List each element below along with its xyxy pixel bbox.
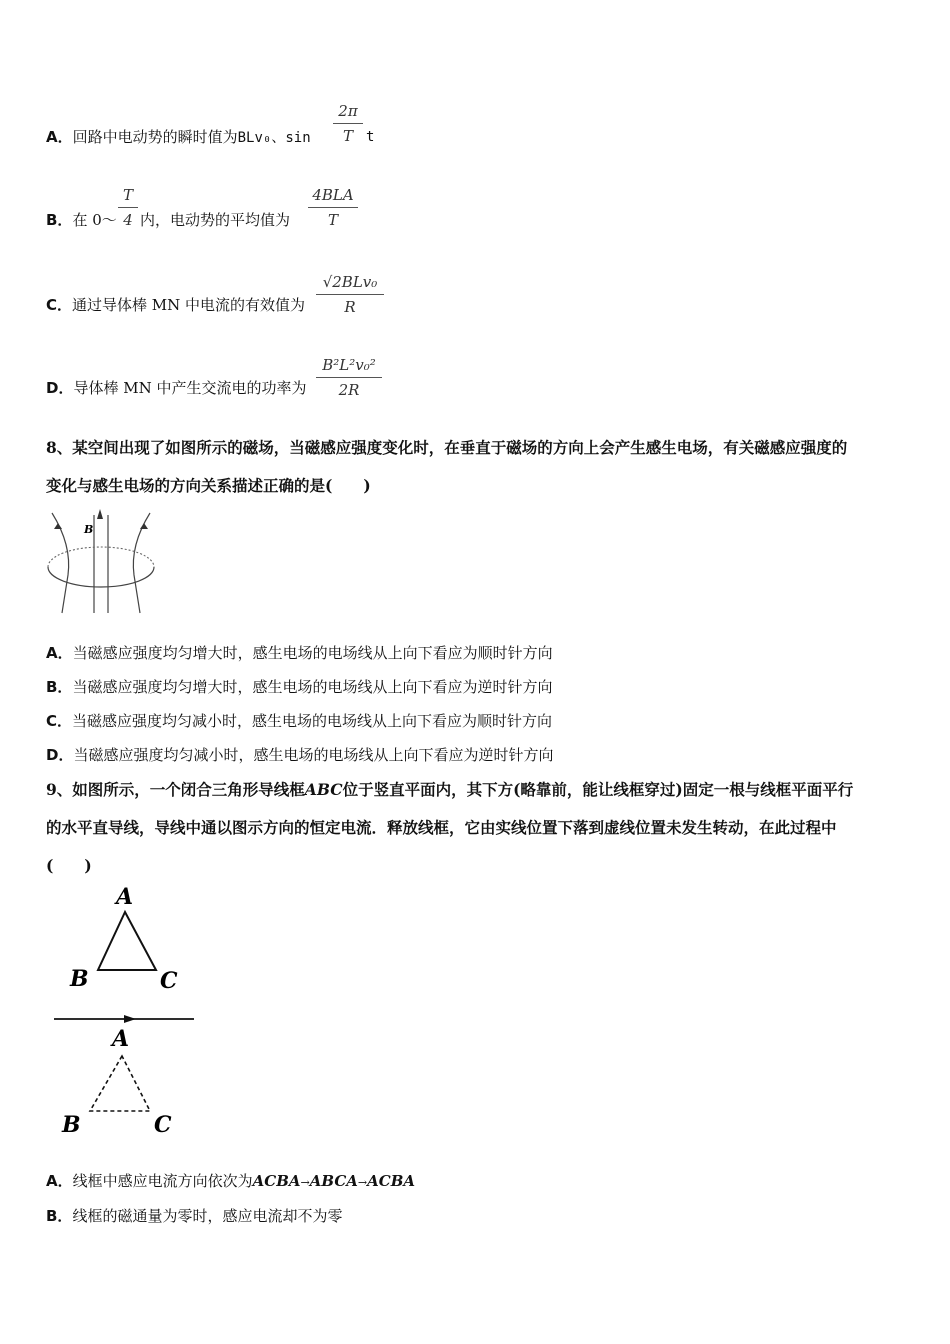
arrow-up-icon bbox=[97, 509, 103, 519]
frac-bar bbox=[118, 207, 138, 208]
magnetic-field-figure bbox=[42, 505, 160, 615]
seq-1: ACBA bbox=[252, 1172, 301, 1190]
stem-text: 9、如图所示，一个闭合三角形导线框 bbox=[46, 780, 305, 799]
option-letter: A． bbox=[46, 1172, 73, 1190]
stem-text: 位于竖直平面内，其下方(略靠前，能让线框穿过)固定一根与线框平面平行 bbox=[342, 780, 854, 799]
option-letter: B． bbox=[46, 211, 73, 229]
option-text: 回路中电动势的瞬时值为 bbox=[72, 128, 238, 146]
fraction-4bla-over-t bbox=[308, 186, 358, 229]
q8-option-b[interactable] bbox=[46, 677, 552, 697]
q7-option-c[interactable] bbox=[46, 295, 305, 315]
arrow-icon: → bbox=[300, 1176, 310, 1189]
option-text-pre: 在 0～ bbox=[72, 211, 117, 229]
q8-option-a[interactable] bbox=[46, 643, 553, 663]
fraction-2pi-over-t bbox=[333, 102, 363, 145]
option-letter: B． bbox=[46, 678, 73, 696]
q9-stem-line3: ( ) bbox=[46, 856, 92, 875]
frac-numerator: 4BLA bbox=[312, 186, 354, 204]
frac-denominator: 4 bbox=[123, 211, 133, 229]
label-b-dashed: B bbox=[62, 1112, 81, 1138]
fraction-b2l2v02-over-2r bbox=[316, 356, 382, 399]
option-text: 当磁感应强度均匀增大时，感生电场的电场线从上向下看应为顺时针方向 bbox=[72, 644, 553, 662]
q8-option-c[interactable] bbox=[46, 711, 552, 731]
option-tail: t bbox=[366, 129, 375, 145]
option-text: 当磁感应强度均匀减小时，感生电场的电场线从上向下看应为顺时针方向 bbox=[72, 712, 553, 730]
option-letter: B． bbox=[46, 1207, 73, 1225]
q9-option-a[interactable] bbox=[46, 1171, 415, 1193]
frac-bar bbox=[316, 294, 384, 295]
frac-denominator: T bbox=[342, 127, 353, 145]
option-text: 当磁感应强度均匀减小时，感生电场的电场线从上向下看应为逆时针方向 bbox=[73, 746, 554, 764]
option-text: 线框中感应电流方向依次为 bbox=[72, 1172, 253, 1190]
option-text: 通过导体棒 MN 中电流的有效值为 bbox=[72, 296, 306, 314]
q8-option-d[interactable] bbox=[46, 745, 553, 765]
label-a-dashed: A bbox=[112, 1026, 130, 1052]
triangle-solid bbox=[98, 912, 156, 970]
triangle-dashed bbox=[90, 1056, 150, 1111]
ellipse-front bbox=[48, 567, 154, 587]
arrow-icon: → bbox=[357, 1176, 368, 1189]
seq-3: ACBA bbox=[367, 1172, 416, 1190]
frac-bar bbox=[316, 377, 382, 378]
option-letter: D． bbox=[46, 746, 74, 764]
option-text: 线框的磁通量为零时，感应电流却不为零 bbox=[72, 1207, 343, 1225]
option-letter: D． bbox=[46, 379, 74, 397]
option-expr: BLv₀、sin bbox=[237, 130, 311, 146]
frac-denominator: R bbox=[344, 298, 356, 316]
arrow-left-icon bbox=[54, 523, 62, 529]
option-letter: C． bbox=[46, 712, 73, 730]
option-text-mid: 内，电动势的平均值为 bbox=[140, 211, 291, 229]
q7-option-a[interactable] bbox=[46, 127, 311, 148]
frac-denominator: 2R bbox=[338, 381, 360, 399]
option-letter: A． bbox=[46, 644, 73, 662]
frac-numerator: 2π bbox=[338, 102, 358, 120]
label-a-solid: A bbox=[116, 884, 134, 910]
option-text: 当磁感应强度均匀增大时，感生电场的电场线从上向下看应为逆时针方向 bbox=[72, 678, 553, 696]
frac-numerator: B²L²v₀² bbox=[322, 356, 376, 374]
q9-option-b[interactable] bbox=[46, 1206, 342, 1226]
arrow-right-icon bbox=[140, 523, 148, 529]
option-letter: A． bbox=[46, 128, 73, 146]
q7-option-d[interactable] bbox=[46, 378, 306, 398]
triangle-frame-figure bbox=[50, 880, 200, 1140]
frac-bar bbox=[308, 207, 358, 208]
q7-option-b[interactable] bbox=[46, 210, 117, 230]
q8-stem-line1: 8、某空间出现了如图所示的磁场，当磁感应强度变化时，在垂直于磁场的方向上会产生感生电场，有关磁感应强度的 bbox=[46, 438, 848, 457]
label-b-solid: B bbox=[70, 966, 89, 992]
q9-stem-line2: 的水平直导线，导线中通以图示方向的恒定电流．释放线框，它由实线位置下落到虚线位置未发生转动，在此过程中 bbox=[46, 818, 837, 837]
option-text: 导体棒 MN 中产生交流电的功率为 bbox=[73, 379, 307, 397]
ellipse-back bbox=[48, 547, 154, 567]
fraction-t-over-4 bbox=[118, 186, 138, 229]
current-arrow-icon bbox=[124, 1015, 136, 1023]
q9-stem-line1 bbox=[46, 780, 853, 800]
q8-stem-line2: 变化与感生电场的方向关系描述正确的是( ) bbox=[46, 476, 371, 495]
frac-bar bbox=[333, 123, 363, 124]
option-letter: C． bbox=[46, 296, 73, 314]
frac-numerator: T bbox=[122, 186, 133, 204]
fraction-sqrt2blv0-over-r bbox=[316, 273, 384, 316]
label-c-dashed: C bbox=[154, 1112, 172, 1138]
field-label-b: B bbox=[84, 523, 94, 536]
label-c-solid: C bbox=[160, 968, 178, 994]
stem-abc: ABC bbox=[304, 780, 343, 799]
frac-numerator: √2BLv₀ bbox=[322, 273, 378, 291]
frac-denominator: T bbox=[327, 211, 338, 229]
seq-2: ABCA bbox=[309, 1172, 358, 1190]
